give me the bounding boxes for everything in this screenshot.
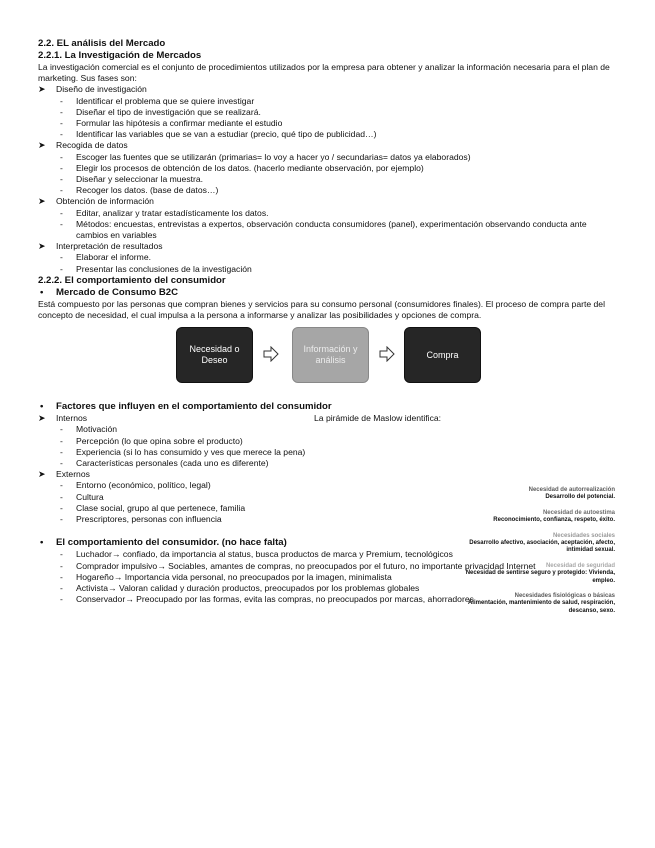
- maslow-level: Necesidad de seguridad Necesidad de sentirse seguro y protegido: Vivienda, empleo.: [465, 562, 615, 584]
- factor-group: ➤ Externos: [38, 469, 90, 480]
- subsection-heading: 2.2.1. La Investigación de Mercados: [38, 50, 202, 61]
- bullet-icon: •: [40, 286, 44, 298]
- flow-box-info: Información y análisis: [292, 327, 369, 383]
- arrow-bullet-icon: ➤: [38, 413, 46, 424]
- phases-list: [38, 84, 618, 274]
- maslow-label: La pirámide de Maslow identifica:: [314, 413, 442, 424]
- flow-box-need: Necesidad o Deseo: [176, 327, 253, 383]
- list-item: - Motivación: [60, 424, 118, 435]
- intro-paragraph: La investigación comercial es el conjunto de procedimientos utilizados por la empresa para obtener y analizar la información necesaria para el plan de marketing. Sus fases son:: [38, 62, 610, 84]
- list-item: - Identificar el problema que se quiere investigar: [60, 95, 255, 106]
- list-item: - Escoger las fuentes que se utilizarán (primarias= lo voy a hacer yo / secundarias= datos ya elaborados): [60, 151, 471, 162]
- b2c-paragraph: Está compuesto por las personas que compran bienes y servicios para su consumo personal (consumidores finales). El proceso de compra parte del concepto de necesidad, el cual impulsa a la persona a informarse y analizar las posibilidades y opciones de compra.: [38, 298, 605, 321]
- list-item: - Características personales (cada uno es diferente): [60, 458, 269, 469]
- list-item: - Clase social, grupo al que pertenece, familia: [60, 502, 246, 513]
- phase-item: ➤ Obtención de información: [38, 196, 154, 207]
- list-item: - Diseñar el tipo de investigación que se realizará.: [60, 106, 261, 117]
- section-heading: 2.2. EL análisis del Mercado: [38, 38, 166, 49]
- bullet-heading: • El comportamiento del consumidor. (no hace falta): [40, 537, 287, 549]
- maslow-level: Necesidades sociales Desarrollo afectivo, asociación, aceptación, afecto, intimidad sexual.: [469, 532, 615, 554]
- bullet-icon: •: [40, 537, 44, 549]
- phase-item: ➤ Diseño de investigación: [38, 84, 147, 95]
- list-item: - Percepción (lo que opina sobre el producto): [60, 435, 243, 446]
- list-item: - Experiencia (si lo has consumido y ves que merece la pena): [60, 446, 306, 457]
- list-item: - Entorno (económico, político, legal): [60, 480, 211, 491]
- list-item: - Diseñar y seleccionar la muestra.: [60, 174, 204, 185]
- list-item: - Presentar las conclusiones de la investigación: [60, 263, 252, 274]
- bullet-heading: • Mercado de Consumo B2C: [40, 286, 179, 298]
- factor-group: ➤ Internos La pirámide de Maslow identifica:: [38, 413, 442, 424]
- list-item: - Identificar las variables que se van a estudiar (precio, qué tipo de publicidad…): [60, 129, 377, 140]
- list-item: - Elegir los procesos de obtención de los datos. (hacerlo mediante observación, por ejemplo): [60, 162, 424, 173]
- list-item: - Recoger los datos. (base de datos…): [60, 185, 219, 196]
- list-item: - Activista→ Valoran calidad y duración productos, preocupados por los problemas globales: [60, 582, 420, 593]
- bullet-heading: • Factores que influyen en el comportamiento del consumidor: [40, 401, 332, 413]
- arrow-right-icon: [263, 346, 279, 362]
- list-item: - Luchador→ confiado, da importancia al status, busca productos de marca y Premium, tecnológicos: [60, 549, 453, 560]
- phase-item: ➤ Interpretación de resultados: [38, 241, 163, 252]
- maslow-pyramid-labels: [465, 487, 615, 623]
- list-item: - Cultura: [60, 491, 104, 502]
- list-item: - Formular las hipótesis a confirmar mediante el estudio: [60, 118, 283, 129]
- maslow-level: Necesidad de autorrealización Desarrollo del potencial.: [528, 487, 615, 501]
- arrow-bullet-icon: ➤: [38, 84, 46, 95]
- subsection-heading: 2.2.2. El comportamiento del consumidor: [38, 274, 226, 286]
- arrow-bullet-icon: ➤: [38, 241, 46, 252]
- list-item: - Conservador→ Preocupado por las formas, evita las compras, no preocupados por marcas, ahorradores: [60, 594, 474, 605]
- list-item: - Editar, analizar y tratar estadísticamente los datos.: [60, 207, 269, 218]
- arrow-bullet-icon: ➤: [38, 469, 46, 480]
- list-item: - Comprador impulsivo→ Sociables, amantes de compras, no preocupados por el futuro, no importante privacidad Internet: [60, 560, 536, 571]
- list-item: - Elaborar el informe.: [60, 252, 151, 263]
- arrow-right-icon: [379, 346, 395, 362]
- phase-item: ➤ Recogida de datos: [38, 140, 128, 151]
- flow-box-purchase: Compra: [404, 327, 481, 383]
- list-item: - Métodos: encuestas, entrevistas a expertos, observación conducta consumidores (panel), experimentación observando conducta ante cambios en variables: [60, 218, 587, 241]
- arrow-bullet-icon: ➤: [38, 196, 46, 207]
- arrow-bullet-icon: ➤: [38, 140, 46, 151]
- bullet-icon: •: [40, 401, 44, 413]
- list-item: - Prescriptores, personas con influencia: [60, 514, 222, 525]
- maslow-level: Necesidades fisiológicas o básicas Alimentación, mantenimiento de salud, respiración, descanso, sexo.: [467, 593, 615, 614]
- list-item: - Hogareño→ Importancia vida personal, no preocupados por la imagen, minimalista: [60, 571, 392, 582]
- purchase-process-diagram: [38, 327, 618, 397]
- maslow-level: Necesidad de autoestima Reconocimiento, confianza, respeto, éxito.: [493, 509, 615, 524]
